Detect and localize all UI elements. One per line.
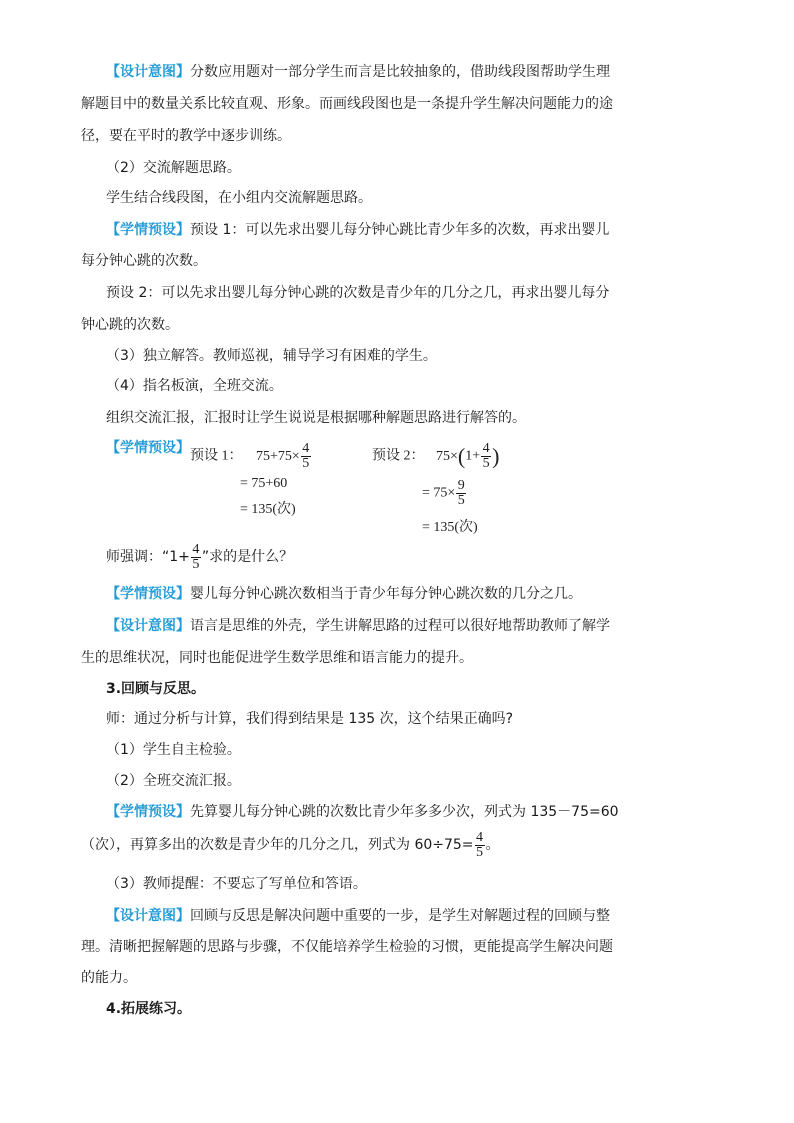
review-step-2: （2）全班交流汇报。 (106, 773, 241, 789)
fraction-denominator: 5 (457, 493, 465, 508)
fraction-numerator: 9 (457, 478, 465, 493)
fraction (475, 831, 485, 860)
fraction-denominator: 5 (482, 456, 490, 471)
calc-2-expression: 预设 2： 75×(1+ $\frac{4}{5}$ ) (372, 441, 500, 471)
fraction-denominator: 5 (476, 844, 484, 860)
student-preset-tag: 【学情预设】 (106, 804, 190, 820)
fraction (456, 479, 466, 508)
paragraph-text: 先算婴儿每分钟心跳的次数比青少年多多少次，列式为 135－75=60 (190, 804, 619, 820)
review-step-1: （1）学生自主检验。 (106, 742, 241, 758)
calc-1-expression (190, 442, 312, 471)
step-4-text: （4）指名板演，全班交流。 (106, 378, 283, 394)
fraction-numerator: 4 (302, 441, 310, 456)
fraction (301, 442, 311, 471)
calc-2-step-2 (422, 479, 467, 508)
calc-inner: 1+ (465, 448, 481, 464)
paragraph-text: （次），再算多出的次数是青少年的几分之几，列式为 60÷75= (81, 837, 474, 853)
design-intent-1-line-3: 径，要在平时的教学中逐步训练。 (81, 128, 291, 144)
calc-expr: = 75× (422, 485, 456, 501)
design-intent-tag: 【设计意图】 (106, 64, 190, 80)
student-preset-3-line-1 (106, 802, 619, 822)
paragraph-end: 。 (485, 837, 500, 853)
teacher-emphasis (106, 542, 293, 572)
student-preset-1-line-2: 每分钟心跳的次数。 (81, 253, 207, 269)
paragraph-text: 语言是思维的外壳，学生讲解思路的过程可以很好地帮助教师了解学 (190, 618, 610, 634)
calc-1-step-3: = 135(次) (240, 502, 296, 517)
preset-2-line-1: 预设 2：可以先求出婴儿每分钟心跳的次数是青少年的几分之几，再求出婴儿每分 (106, 285, 610, 301)
calc-1-step-2: = 75+60 (240, 476, 288, 491)
review-step-3: （3）教师提醒：不要忘了写单位和答语。 (106, 876, 367, 892)
design-intent-2-line-2: 生的思维状况，同时也能促进学生数学思维和语言能力的提升。 (81, 650, 473, 666)
fraction-numerator: 4 (476, 829, 484, 845)
emphasis-pre: 师强调：“1+ (106, 549, 190, 565)
design-intent-2-line-1 (106, 616, 610, 636)
emphasis-post: ”求的是什么？ (201, 549, 294, 565)
calc-expr: 75× (436, 448, 458, 464)
paragraph-text: 分数应用题对一部分学生而言是比较抽象的，借助线段图帮助学生理 (190, 64, 610, 80)
student-preset-tag: 【学情预设】 (106, 586, 190, 602)
design-intent-3-line-1 (106, 906, 610, 926)
preset-2-line-2: 钟心跳的次数。 (81, 317, 179, 333)
fraction-numerator: 4 (192, 541, 200, 557)
student-preset-1-line-1 (106, 220, 609, 240)
design-intent-1-line-1 (106, 62, 610, 82)
student-preset-tag: 【学情预设】 (106, 440, 190, 456)
fraction (481, 442, 491, 471)
design-intent-tag: 【设计意图】 (106, 908, 190, 924)
student-preset-2 (106, 584, 582, 604)
section-4-heading: 4.拓展练习。 (106, 1001, 192, 1017)
fraction (191, 543, 201, 572)
teacher-question: 师：通过分析与计算，我们得到结果是 135 次，这个结果正确吗? (106, 711, 514, 727)
fraction-denominator: 5 (192, 556, 200, 572)
calc-label: 预设 2： (372, 448, 425, 464)
calc-tag-line (106, 438, 190, 458)
fraction-denominator: 5 (302, 456, 310, 471)
design-intent-tag: 【设计意图】 (106, 618, 190, 634)
design-intent-3-line-3: 的能力。 (81, 970, 137, 986)
fraction-numerator: 4 (482, 441, 490, 456)
step-5-text: 组织交流汇报，汇报时让学生说说是根据哪种解题思路进行解答的。 (106, 410, 526, 426)
paragraph-text: 婴儿每分钟心跳次数相当于青少年每分钟心跳次数的几分之几。 (190, 586, 582, 602)
step-2-heading: （2）交流解题思路。 (106, 160, 241, 176)
design-intent-3-line-2: 理。清晰把握解题的思路与步骤，不仅能培养学生检验的习惯，更能提高学生解决问题 (81, 939, 613, 955)
student-preset-3-line-2 (81, 830, 500, 860)
calc-label: 预设 1： (190, 448, 243, 464)
design-intent-1-line-2: 解题目中的数量关系比较直观、形象。而画线段图也是一条提升学生解决问题能力的途 (81, 96, 613, 112)
student-preset-tag: 【学情预设】 (106, 222, 190, 238)
step-3-text: （3）独立解答。教师巡视，辅导学习有困难的学生。 (106, 348, 437, 364)
paragraph-text: 回顾与反思是解决问题中重要的一步，是学生对解题过程的回顾与整 (190, 908, 610, 924)
calc-expr: 75+75× (256, 448, 300, 464)
calc-2-step-3: = 135(次) (422, 520, 478, 535)
step-2-text: 学生结合线段图，在小组内交流解题思路。 (106, 190, 372, 206)
paragraph-text: 预设 1：可以先求出婴儿每分钟心跳比青少年多的次数，再求出婴儿 (190, 222, 610, 238)
section-3-heading: 3.回顾与反思。 (106, 681, 206, 697)
